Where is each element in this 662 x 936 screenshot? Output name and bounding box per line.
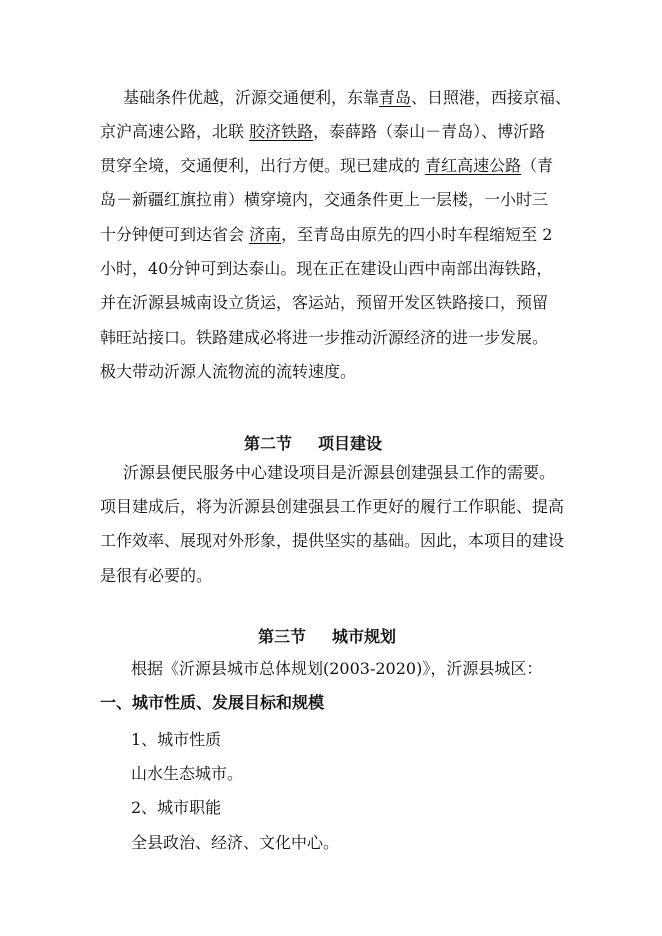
link-qinghong-expressway[interactable]: 青红高速公路: [425, 156, 522, 175]
para1-line-7: 并在沂源县城南设立货运，客运站，预留开发区铁路接口，预留: [100, 293, 549, 312]
section2-line-1: 沂源县便民服务中心建设项目是沂源县创建强县工作的需要。: [123, 463, 556, 482]
para1-line-5: [100, 225, 552, 245]
para1-line-2: [100, 122, 545, 142]
para1-line-6: 小时，40分钟可到达泰山。现在正在建设山西中南部出海铁路，: [100, 259, 553, 278]
item-1-value: 山水生态城市。: [131, 764, 244, 783]
item-2-value: 全县政治、经济、文化中心。: [131, 833, 340, 852]
link-qingdao[interactable]: 青岛: [379, 88, 412, 107]
para1-line-9: 极大带动沂源人流物流的流转速度。: [100, 362, 357, 381]
section-title: 城市规划: [332, 627, 397, 646]
link-jinan[interactable]: 济南: [249, 225, 282, 244]
para1-line-3: [100, 156, 553, 176]
section2-line-4: 是很有必要的。: [100, 566, 213, 585]
item-1-label: 1、城市性质: [131, 730, 222, 749]
section-number: 第二节: [244, 434, 293, 453]
text-run: ，泰薛路（泰山－青岛）、博沂路: [313, 122, 546, 141]
text-run: ，至青岛由原先的四小时车程缩短至 2: [281, 225, 553, 244]
text-run: 贯穿全境，交通便利，出行方便。现已建成的: [100, 156, 426, 175]
section2-line-2: 项目建成后，将为沂源县创建强县工作更好的履行工作职能、提高: [100, 497, 565, 516]
text-run: 基础条件优越，沂源交通便利，东靠: [123, 88, 380, 107]
text-run: 十分钟便可到达省会: [100, 225, 250, 244]
para1-line-1: [123, 88, 571, 108]
section-3-heading: [258, 627, 396, 647]
section-number: 第三节: [258, 627, 307, 646]
text-run: （青: [521, 156, 554, 175]
section-2-heading: [244, 434, 382, 454]
text-run: 京沪高速公路，北联: [100, 122, 250, 141]
section3-intro: 根据《沂源县城市总体规划(2003-2020)》，沂源县城区：: [131, 659, 543, 678]
link-jiaoji-railway[interactable]: 胶济铁路: [249, 122, 314, 141]
subheading-1: 一、城市性质、发展目标和规模: [100, 693, 325, 712]
para1-line-8: 韩旺站接口。铁路建成必将进一步推动沂源经济的进一步发展。: [100, 328, 549, 347]
text-run: 、日照港，西接京福、: [411, 88, 572, 107]
section-title: 项目建设: [318, 434, 383, 453]
section2-line-3: 工作效率、展现对外形象，提供坚实的基础。因此，本项目的建设: [100, 531, 565, 550]
item-2-label: 2、城市职能: [131, 798, 222, 817]
para1-line-4: 岛－新疆红旗拉甫）横穿境内，交通条件更上一层楼，一小时三: [100, 190, 549, 209]
